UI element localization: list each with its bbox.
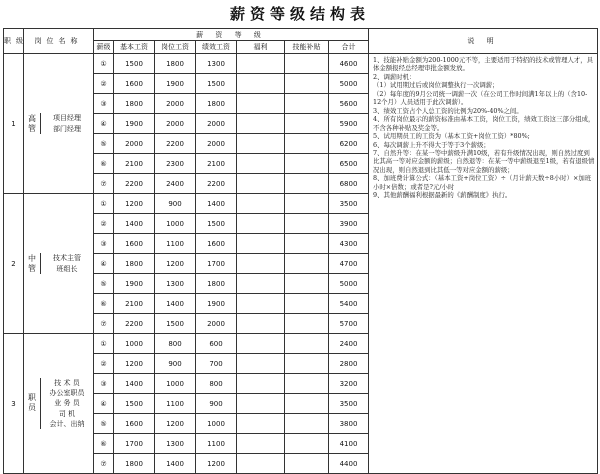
total-cell: 6500 — [329, 154, 369, 174]
header-grade: 薪级 — [94, 41, 114, 54]
performance-salary-cell: 2000 — [196, 314, 237, 334]
post-salary-cell: 1100 — [155, 234, 196, 254]
base-salary-cell: 2200 — [114, 314, 155, 334]
post-salary-cell: 1000 — [155, 374, 196, 394]
post-salary-cell: 2000 — [155, 94, 196, 114]
total-cell: 6800 — [329, 174, 369, 194]
base-salary-cell: 1900 — [114, 274, 155, 294]
skill-allowance-cell — [285, 94, 329, 114]
note-line: 7、自然升等：在某一等中薪级升满10级，若有升级情况出现，则自然过度到比其高一等对应金额的薪级；自然退等：在某一等中薪级退至1级，若有退级情况出现，则自然退到比其低一等对应金额的薪级； — [373, 148, 595, 174]
base-salary-cell: 1200 — [114, 194, 155, 214]
post-salary-cell: 2200 — [155, 134, 196, 154]
note-line: 8、加班费计算公式：（基本工资+岗位工资）÷（月计薪天数÷8小时）×加班小时×倍数；或者是?元/小时 — [373, 174, 592, 191]
performance-salary-cell: 2200 — [196, 174, 237, 194]
note-line: 6、每次调薪上升不得大于等于3个薪级； — [373, 140, 490, 149]
table-row — [4, 54, 598, 74]
performance-salary-cell: 1600 — [196, 234, 237, 254]
skill-allowance-cell — [285, 194, 329, 214]
total-cell: 4400 — [329, 454, 369, 474]
position-name: 司 机 — [58, 409, 76, 418]
base-salary-cell: 1000 — [114, 334, 155, 354]
post-salary-cell: 800 — [155, 334, 196, 354]
post-salary-cell: 1900 — [155, 74, 196, 94]
total-cell: 3900 — [329, 214, 369, 234]
performance-salary-cell: 2000 — [196, 114, 237, 134]
welfare-cell — [237, 94, 285, 114]
position-cell — [24, 194, 94, 334]
grade-cell: ① — [94, 54, 114, 74]
welfare-cell — [237, 374, 285, 394]
performance-salary-cell: 1300 — [196, 54, 237, 74]
base-salary-cell: 2100 — [114, 294, 155, 314]
note-line: 2、调薪时机： — [373, 72, 416, 81]
welfare-cell — [237, 114, 285, 134]
performance-salary-cell: 2000 — [196, 134, 237, 154]
base-salary-cell: 1400 — [114, 374, 155, 394]
grade-cell: ③ — [94, 234, 114, 254]
total-cell: 5000 — [329, 274, 369, 294]
grade-cell: ① — [94, 334, 114, 354]
grade-cell: ⑥ — [94, 154, 114, 174]
grade-cell: ② — [94, 214, 114, 234]
skill-allowance-cell — [285, 414, 329, 434]
welfare-cell — [237, 54, 285, 74]
skill-allowance-cell — [285, 154, 329, 174]
header-base: 基本工资 — [114, 41, 155, 54]
total-cell: 2800 — [329, 354, 369, 374]
grade-cell: ⑥ — [94, 294, 114, 314]
position-name: 业 务 员 — [54, 399, 80, 408]
post-salary-cell: 1000 — [155, 214, 196, 234]
header-rank: 职级 — [4, 29, 24, 54]
skill-allowance-cell — [285, 294, 329, 314]
performance-salary-cell: 1500 — [196, 74, 237, 94]
grade-cell: ④ — [94, 254, 114, 274]
base-salary-cell: 1800 — [114, 254, 155, 274]
position-name: 会计、出纳 — [49, 419, 85, 428]
position-name: 技 术 员 — [54, 379, 80, 388]
performance-salary-cell: 1500 — [196, 214, 237, 234]
post-salary-cell: 1300 — [155, 274, 196, 294]
welfare-cell — [237, 354, 285, 374]
skill-allowance-cell — [285, 374, 329, 394]
skill-allowance-cell — [285, 234, 329, 254]
welfare-cell — [237, 394, 285, 414]
total-cell: 3500 — [329, 194, 369, 214]
skill-allowance-cell — [285, 394, 329, 414]
skill-allowance-cell — [285, 354, 329, 374]
grade-cell: ⑤ — [94, 414, 114, 434]
base-salary-cell: 1600 — [114, 74, 155, 94]
total-cell: 5700 — [329, 314, 369, 334]
post-salary-cell: 1400 — [155, 294, 196, 314]
skill-allowance-cell — [285, 334, 329, 354]
total-cell: 5900 — [329, 114, 369, 134]
header-salary-group: 薪 资 等 级 — [94, 29, 369, 41]
skill-allowance-cell — [285, 214, 329, 234]
total-cell: 4100 — [329, 434, 369, 454]
skill-allowance-cell — [285, 434, 329, 454]
welfare-cell — [237, 174, 285, 194]
note-line: 5、试用期员工的工资为（基本工资+岗位工资）*80%; — [373, 132, 530, 141]
position-name: 部门经理 — [53, 124, 81, 133]
performance-salary-cell: 1200 — [196, 454, 237, 474]
grade-cell: ④ — [94, 394, 114, 414]
position-name: 班组长 — [56, 264, 78, 273]
total-cell: 5400 — [329, 294, 369, 314]
base-salary-cell: 1500 — [114, 54, 155, 74]
welfare-cell — [237, 254, 285, 274]
base-salary-cell: 1700 — [114, 434, 155, 454]
rank-number: 2 — [4, 194, 24, 334]
grade-cell: ① — [94, 194, 114, 214]
note-line: （1）试用期过后或岗位调整执行一次调薪； — [373, 81, 499, 90]
skill-allowance-cell — [285, 54, 329, 74]
skill-allowance-cell — [285, 274, 329, 294]
performance-salary-cell: 1400 — [196, 194, 237, 214]
header-notes: 说 明 — [369, 29, 598, 54]
performance-salary-cell: 1700 — [196, 254, 237, 274]
post-salary-cell: 2000 — [155, 114, 196, 134]
welfare-cell — [237, 194, 285, 214]
header-welfare: 福利 — [237, 41, 285, 54]
base-salary-cell: 2100 — [114, 154, 155, 174]
grade-cell: ⑤ — [94, 134, 114, 154]
post-salary-cell: 1200 — [155, 254, 196, 274]
post-salary-cell: 1300 — [155, 434, 196, 454]
position-cell — [24, 334, 94, 474]
grade-cell: ③ — [94, 94, 114, 114]
skill-allowance-cell — [285, 254, 329, 274]
rank-label: 中管 — [24, 253, 41, 273]
post-salary-cell: 900 — [155, 194, 196, 214]
total-cell: 4700 — [329, 254, 369, 274]
skill-allowance-cell — [285, 454, 329, 474]
skill-allowance-cell — [285, 314, 329, 334]
skill-allowance-cell — [285, 134, 329, 154]
performance-salary-cell: 800 — [196, 374, 237, 394]
skill-allowance-cell — [285, 174, 329, 194]
note-line: 4、所有岗位最示的薪资标准由基本工资，岗位工资，绩效工资这三部分组成，不含各种补贴及奖金等。 — [373, 115, 595, 132]
notes-cell — [369, 54, 598, 474]
total-cell: 3500 — [329, 394, 369, 414]
note-line: （2）每年度的9月公司统一调薪一次（在公司工作时间满1年以上的（含10-12个月）人员适用于此次调薪）。 — [373, 89, 588, 107]
performance-salary-cell: 1100 — [196, 434, 237, 454]
welfare-cell — [237, 334, 285, 354]
rank-number: 1 — [4, 54, 24, 194]
welfare-cell — [237, 454, 285, 474]
post-salary-cell: 1500 — [155, 314, 196, 334]
welfare-cell — [237, 214, 285, 234]
base-salary-cell: 2200 — [114, 174, 155, 194]
base-salary-cell: 1200 — [114, 354, 155, 374]
performance-salary-cell: 1800 — [196, 94, 237, 114]
base-salary-cell: 2000 — [114, 134, 155, 154]
base-salary-cell: 1900 — [114, 114, 155, 134]
header-post: 岗位工资 — [155, 41, 196, 54]
base-salary-cell: 1600 — [114, 234, 155, 254]
post-salary-cell: 1800 — [155, 54, 196, 74]
rank-label: 高管 — [24, 113, 41, 133]
performance-salary-cell: 1900 — [196, 294, 237, 314]
base-salary-cell: 1800 — [114, 94, 155, 114]
salary-table — [3, 28, 598, 474]
rank-number: 3 — [4, 334, 24, 474]
performance-salary-cell: 2100 — [196, 154, 237, 174]
grade-cell: ⑦ — [94, 314, 114, 334]
post-salary-cell: 1200 — [155, 414, 196, 434]
note-line: 9、其他薪酬福利根据最新的《薪酬制度》执行。 — [373, 191, 512, 200]
position-name: 技术主管 — [53, 254, 81, 263]
base-salary-cell: 1400 — [114, 214, 155, 234]
welfare-cell — [237, 414, 285, 434]
position-cell — [24, 54, 94, 194]
base-salary-cell: 1500 — [114, 394, 155, 414]
grade-cell: ③ — [94, 374, 114, 394]
welfare-cell — [237, 154, 285, 174]
grade-cell: ⑦ — [94, 454, 114, 474]
page-title: 薪资等级结构表 — [229, 5, 370, 23]
welfare-cell — [237, 74, 285, 94]
grade-cell: ② — [94, 74, 114, 94]
post-salary-cell: 2300 — [155, 154, 196, 174]
performance-salary-cell: 900 — [196, 394, 237, 414]
total-cell: 2400 — [329, 334, 369, 354]
performance-salary-cell: 600 — [196, 334, 237, 354]
total-cell: 6200 — [329, 134, 369, 154]
welfare-cell — [237, 314, 285, 334]
base-salary-cell: 1800 — [114, 454, 155, 474]
rank-label: 职员 — [24, 378, 41, 429]
header-perf: 绩效工资 — [196, 41, 237, 54]
grade-cell: ④ — [94, 114, 114, 134]
post-salary-cell: 2400 — [155, 174, 196, 194]
post-salary-cell: 900 — [155, 354, 196, 374]
welfare-cell — [237, 434, 285, 454]
total-cell: 4300 — [329, 234, 369, 254]
performance-salary-cell: 1000 — [196, 414, 237, 434]
header-position: 岗位名称 — [24, 29, 94, 54]
grade-cell: ⑦ — [94, 174, 114, 194]
total-cell: 3200 — [329, 374, 369, 394]
grade-cell: ② — [94, 354, 114, 374]
skill-allowance-cell — [285, 114, 329, 134]
note-line: 1、技能补贴金额为200-1000元不等，主要适用于特招的技术或管理人才，具体金额报经总经理审批金额发放。 — [373, 56, 594, 73]
welfare-cell — [237, 234, 285, 254]
performance-salary-cell: 700 — [196, 354, 237, 374]
header-skill: 技能补贴 — [285, 41, 329, 54]
position-name: 项目经理 — [53, 114, 81, 123]
post-salary-cell: 1400 — [155, 454, 196, 474]
total-cell: 4600 — [329, 54, 369, 74]
welfare-cell — [237, 274, 285, 294]
post-salary-cell: 1100 — [155, 394, 196, 414]
grade-cell: ⑤ — [94, 274, 114, 294]
total-cell: 5600 — [329, 94, 369, 114]
table-body — [4, 54, 598, 474]
skill-allowance-cell — [285, 74, 329, 94]
total-cell: 5000 — [329, 74, 369, 94]
header-total: 合计 — [329, 41, 369, 54]
welfare-cell — [237, 134, 285, 154]
position-name: 办公室职员 — [49, 389, 85, 398]
total-cell: 3800 — [329, 414, 369, 434]
welfare-cell — [237, 294, 285, 314]
performance-salary-cell: 1800 — [196, 274, 237, 294]
base-salary-cell: 1600 — [114, 414, 155, 434]
note-line: 3、绩效工资占个人总工资的比例为20%-40%之间。 — [373, 106, 523, 115]
grade-cell: ⑥ — [94, 434, 114, 454]
